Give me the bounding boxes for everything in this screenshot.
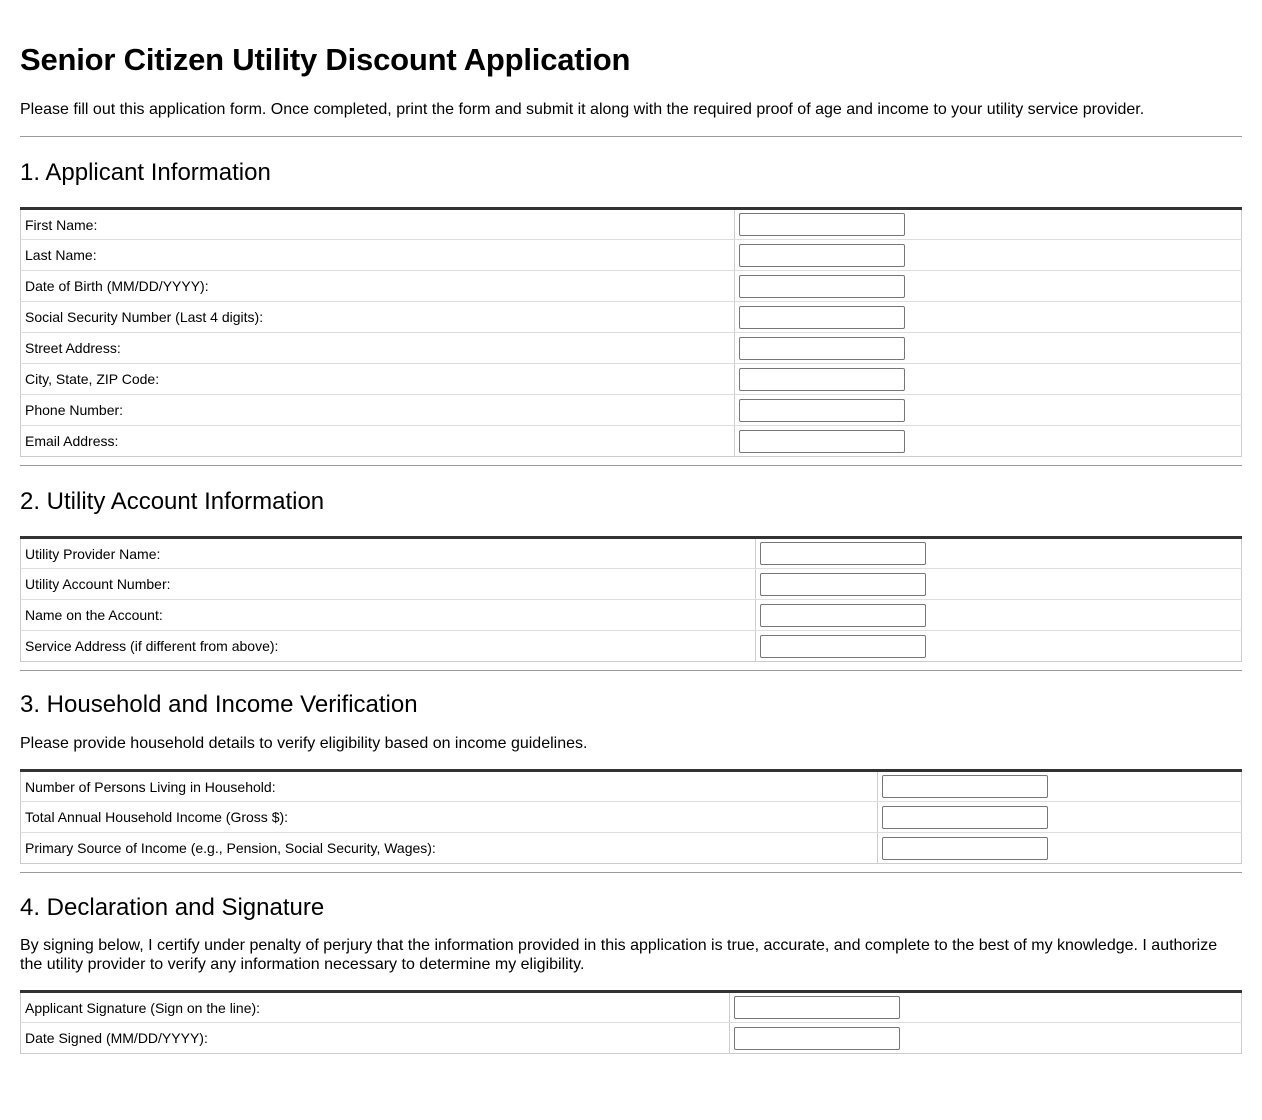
table-row	[21, 802, 1242, 833]
last-name-input[interactable]	[739, 244, 905, 267]
field-label: Total Annual Household Income (Gross $):	[21, 802, 878, 833]
declaration-text: By signing below, I certify under penalty of perjury that the information provided in this application is true, accurate, and complete to the best of my knowledge. I authorize the utility provider to verify any information necessary to determine my eligibility.	[20, 937, 1218, 973]
utility-account-table	[20, 536, 1242, 662]
field-label: Date of Birth (MM/DD/YYYY):	[21, 271, 735, 302]
table-row	[21, 538, 1242, 569]
section-divider	[20, 670, 1242, 671]
service-address-input[interactable]	[760, 635, 926, 658]
field-label: Phone Number:	[21, 395, 735, 426]
field-label: Last Name:	[21, 240, 735, 271]
household-income-note: Please provide household details to verify eligibility based on income guidelines.	[20, 735, 588, 752]
field-input-cell	[735, 333, 1242, 364]
page-title: Senior Citizen Utility Discount Application	[20, 42, 631, 77]
field-input-cell	[756, 538, 1242, 569]
intro-text: Please fill out this application form. Once completed, print the form and submit it along with the required proof of age and income to your utility service provider.	[20, 101, 1145, 118]
section-title-applicant: 1. Applicant Information	[20, 159, 271, 186]
section-divider	[20, 136, 1242, 137]
table-row	[21, 1023, 1242, 1054]
field-label: Applicant Signature (Sign on the line):	[21, 992, 730, 1023]
utility-provider-name-input[interactable]	[760, 542, 926, 565]
city-state-zip-input[interactable]	[739, 368, 905, 391]
field-input-cell	[735, 240, 1242, 271]
phone-number-input[interactable]	[739, 399, 905, 422]
signature-table	[20, 990, 1242, 1054]
applicant-info-table	[20, 207, 1242, 457]
field-input-cell	[756, 631, 1242, 662]
field-label: Email Address:	[21, 426, 735, 457]
field-label: Utility Account Number:	[21, 569, 756, 600]
field-label: Utility Provider Name:	[21, 538, 756, 569]
section-divider	[20, 872, 1242, 873]
field-label: Primary Source of Income (e.g., Pension, Social Security, Wages):	[21, 833, 878, 864]
household-income-table	[20, 769, 1242, 864]
street-address-input[interactable]	[739, 337, 905, 360]
field-input-cell	[878, 771, 1242, 802]
ssn-last4-input[interactable]	[739, 306, 905, 329]
field-label: Service Address (if different from above):	[21, 631, 756, 662]
field-label: Date Signed (MM/DD/YYYY):	[21, 1023, 730, 1054]
field-input-cell	[756, 569, 1242, 600]
household-size-input[interactable]	[882, 775, 1048, 798]
field-input-cell	[735, 364, 1242, 395]
field-input-cell	[730, 1023, 1242, 1054]
name-on-account-input[interactable]	[760, 604, 926, 627]
table-row	[21, 302, 1242, 333]
field-label: Name on the Account:	[21, 600, 756, 631]
field-label: First Name:	[21, 209, 735, 240]
field-input-cell	[735, 209, 1242, 240]
section-divider	[20, 465, 1242, 466]
field-input-cell	[730, 992, 1242, 1023]
annual-income-input[interactable]	[882, 806, 1048, 829]
table-row	[21, 631, 1242, 662]
field-input-cell	[735, 426, 1242, 457]
field-label: City, State, ZIP Code:	[21, 364, 735, 395]
table-row	[21, 833, 1242, 864]
table-row	[21, 395, 1242, 426]
table-row	[21, 271, 1242, 302]
date-of-birth-input[interactable]	[739, 275, 905, 298]
applicant-signature-input[interactable]	[734, 996, 900, 1019]
table-row	[21, 426, 1242, 457]
field-input-cell	[756, 600, 1242, 631]
field-label: Street Address:	[21, 333, 735, 364]
first-name-input[interactable]	[739, 213, 905, 236]
table-row	[21, 569, 1242, 600]
income-source-input[interactable]	[882, 837, 1048, 860]
field-input-cell	[735, 302, 1242, 333]
field-label: Social Security Number (Last 4 digits):	[21, 302, 735, 333]
table-row	[21, 992, 1242, 1023]
table-row	[21, 240, 1242, 271]
table-row	[21, 364, 1242, 395]
table-row	[21, 600, 1242, 631]
field-label: Number of Persons Living in Household:	[21, 771, 878, 802]
section-title-household-income: 3. Household and Income Verification	[20, 691, 418, 718]
table-row	[21, 771, 1242, 802]
field-input-cell	[878, 802, 1242, 833]
field-input-cell	[878, 833, 1242, 864]
field-input-cell	[735, 271, 1242, 302]
field-input-cell	[735, 395, 1242, 426]
table-row	[21, 209, 1242, 240]
date-signed-input[interactable]	[734, 1027, 900, 1050]
section-title-utility-account: 2. Utility Account Information	[20, 488, 325, 515]
section-title-declaration: 4. Declaration and Signature	[20, 894, 325, 921]
utility-account-number-input[interactable]	[760, 573, 926, 596]
email-address-input[interactable]	[739, 430, 905, 453]
table-row	[21, 333, 1242, 364]
